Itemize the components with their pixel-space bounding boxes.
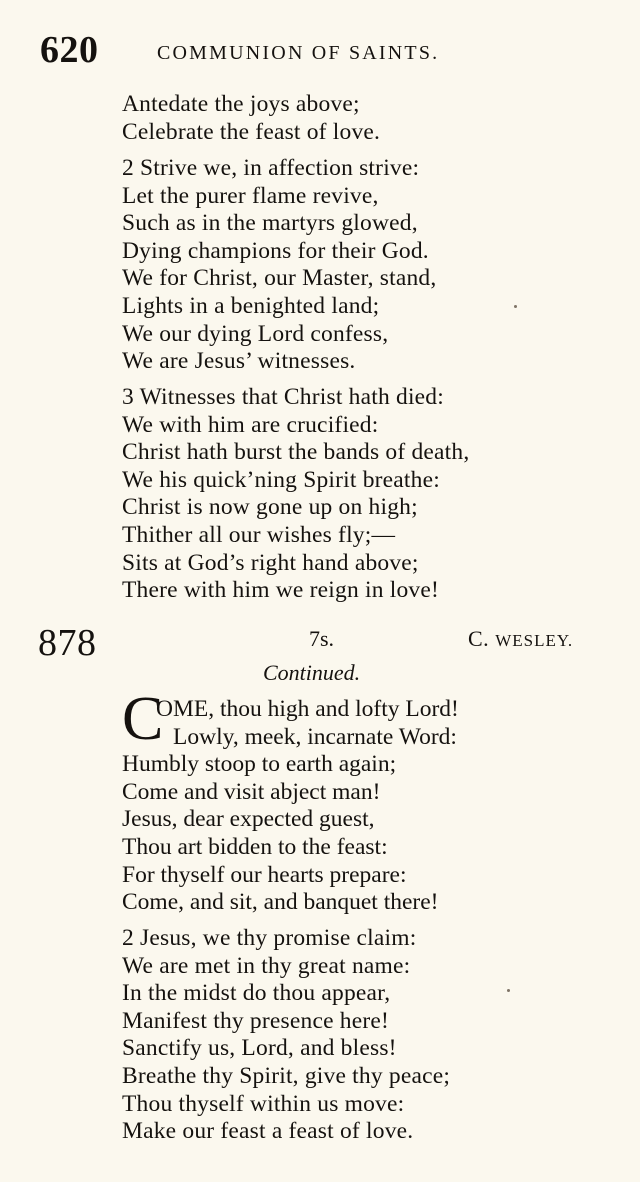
verse-line: We with him are crucified:: [122, 411, 379, 438]
verse-line: We his quick’ning Spirit breathe:: [122, 466, 440, 493]
hymn-877-verse-3: [122, 384, 612, 605]
hymn-877-verse-1-ending: [122, 91, 612, 146]
verse-line: Come, and sit, and banquet there!: [122, 889, 439, 916]
verse-line: Christ is now gone up on high;: [122, 494, 418, 521]
verse-line: Thither all our wishes fly;—: [122, 521, 396, 548]
verse-line: We are Jesus’ witnesses.: [122, 348, 356, 375]
verse-line: Antedate the joys above;: [122, 91, 360, 117]
verse-line: Let the purer flame revive,: [122, 182, 379, 209]
verse-line: Thou art bidden to the feast:: [122, 833, 388, 860]
verse-line: 3 Witnesses that Christ hath died:: [122, 384, 444, 410]
verse-line: Such as in the martyrs glowed,: [122, 210, 418, 237]
author-initial: C.: [468, 626, 490, 651]
verse-line: Dying champions for their God.: [122, 237, 429, 264]
verse-line: Jesus, dear expected guest,: [122, 806, 375, 833]
verse-line: Make our feast a feast of love.: [122, 1118, 414, 1145]
verse-line: 2 Strive we, in affection strive:: [122, 155, 420, 181]
verse-line: In the midst do thou appear,: [122, 980, 391, 1007]
running-header-title: COMMUNION OF SAINTS.: [157, 42, 440, 64]
hymn-meter: 7s.: [309, 626, 335, 651]
verse-line: We are met in thy great name:: [122, 952, 411, 979]
page-number: 620: [40, 29, 99, 71]
verse-line: 2 Jesus, we thy promise claim:: [122, 925, 417, 951]
hymn-number: 878: [38, 622, 97, 664]
drop-cap-letter: C: [122, 685, 164, 753]
verse-line: Celebrate the feast of love.: [122, 118, 381, 145]
verse-line: There with him we reign in love!: [122, 577, 440, 604]
verse-line: Sanctify us, Lord, and bless!: [122, 1035, 397, 1062]
paper-speck: [514, 305, 517, 308]
verse-line: We our dying Lord confess,: [122, 320, 389, 347]
author-name: WESLEY.: [495, 631, 574, 650]
verse-line: Humbly stoop to earth again;: [122, 751, 397, 778]
verse-line-second: Lowly, meek, incarnate Word:: [173, 723, 457, 750]
verse-line-first: OME, thou high and lofty Lord!: [156, 696, 459, 722]
hymn-author: [468, 626, 573, 652]
verse-line: Thou thyself within us move:: [122, 1090, 405, 1117]
hymn-878-verse-2: [122, 925, 612, 1146]
hymn-subtitle: Continued.: [263, 660, 361, 685]
paper-speck: [507, 989, 510, 992]
verse-line: Breathe thy Spirit, give thy peace;: [122, 1062, 451, 1089]
verse-line: Come and visit abject man!: [122, 778, 381, 805]
verse-line: Sits at God’s right hand above;: [122, 549, 419, 576]
verse-line: For thyself our hearts prepare:: [122, 861, 407, 888]
hymn-877-verse-2: [122, 155, 612, 376]
verse-line: We for Christ, our Master, stand,: [122, 265, 437, 292]
verse-line: Manifest thy presence here!: [122, 1007, 390, 1034]
verse-line: Christ hath burst the bands of death,: [122, 439, 470, 466]
hymn-878-verse-1: [122, 696, 622, 917]
verse-line: Lights in a benighted land;: [122, 292, 380, 319]
